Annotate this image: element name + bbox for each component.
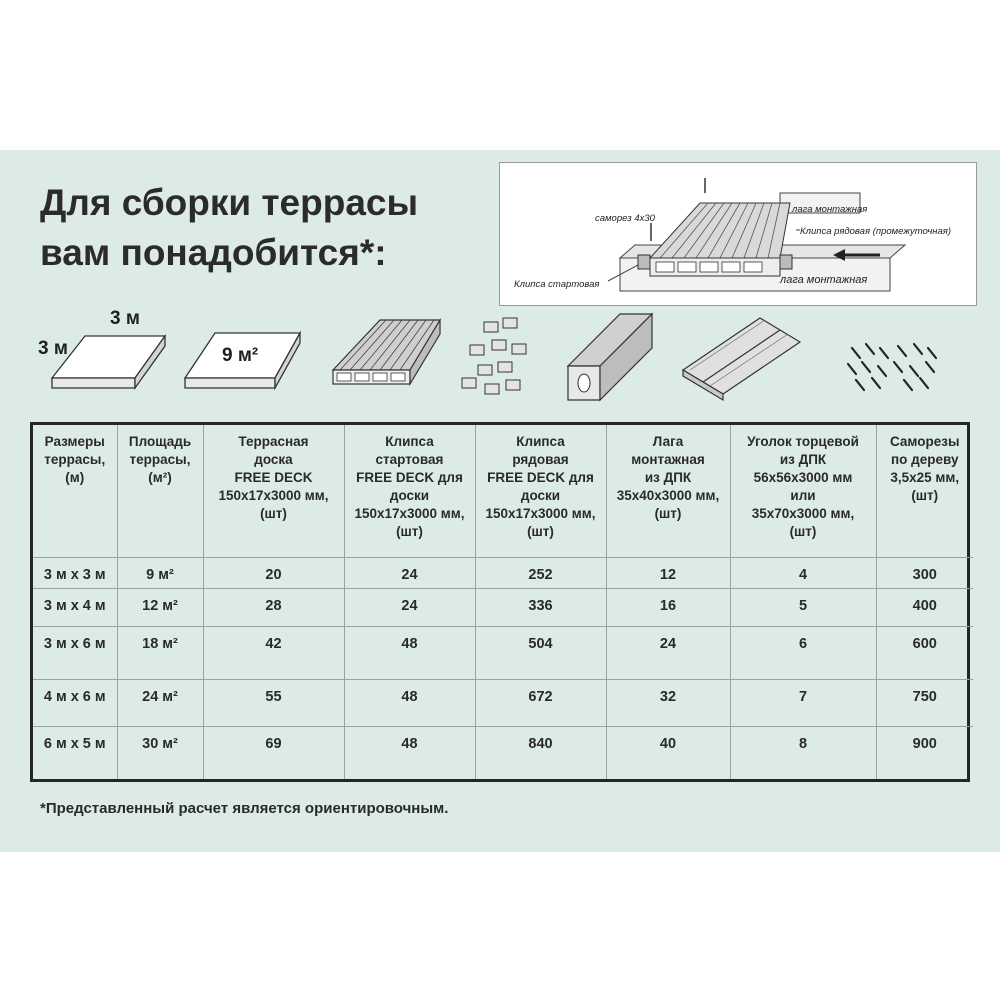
column-header-line: из ДПК	[644, 470, 692, 485]
table-row	[33, 726, 973, 779]
table-cell: 16	[606, 588, 730, 627]
table-cell: 3 м x 4 м	[43, 597, 106, 614]
table-cell: 6	[730, 627, 876, 680]
column-header-line: доски	[520, 488, 561, 503]
column-header-line: стартовая	[375, 452, 444, 467]
table-cell: 5	[730, 588, 876, 627]
column-header	[117, 425, 203, 557]
table-cell: 24	[344, 557, 475, 588]
column-header	[475, 425, 606, 557]
table-cell: 3 м x 6 м	[43, 636, 106, 653]
column-header-line: 35x40x3000 мм,	[616, 488, 720, 503]
table-cell: 55	[203, 680, 344, 727]
table-cell: 504	[475, 627, 606, 680]
column-header-line: (м²)	[148, 470, 172, 485]
column-header-line: Уголок торцевой	[747, 434, 859, 449]
column-header-line: 35x70x3000 мм,	[751, 506, 855, 521]
footnote: *Представленный расчет является ориентировочным.	[40, 800, 449, 817]
column-header-line: Клипса	[385, 434, 434, 449]
column-header-line: 150x17x3000 мм,	[354, 506, 465, 521]
column-header-line: Размеры	[44, 434, 105, 449]
table-cell: 12	[606, 557, 730, 588]
corner-trim-icon	[683, 318, 800, 400]
table-row	[33, 627, 973, 680]
column-header-line: монтажная	[631, 452, 705, 467]
label-screw: саморез 4x30	[595, 213, 655, 224]
table-cell: 20	[203, 557, 344, 588]
label-clip-row: Клипса рядовая (промежуточная)	[800, 226, 952, 237]
column-header	[344, 425, 475, 557]
column-header-line: Площадь	[128, 434, 192, 449]
table-cell: 48	[344, 726, 475, 779]
column-header-line: из ДПК	[779, 452, 827, 467]
table-cell: 48	[344, 627, 475, 680]
label-lag-bottom: лага монтажная	[780, 274, 868, 286]
table-cell: 8	[730, 726, 876, 779]
page-title	[40, 178, 418, 278]
column-header-line: доски	[389, 488, 430, 503]
table-cell: 336	[475, 588, 606, 627]
table-cell: 18 м²	[117, 627, 203, 680]
table-cell: 28	[203, 588, 344, 627]
table-cell: 24	[344, 588, 475, 627]
column-header-line: FREE DECK для	[487, 470, 594, 485]
column-header-line: Лага	[652, 434, 684, 449]
column-header	[606, 425, 730, 557]
table-cell: 12 м²	[117, 588, 203, 627]
table-cell: 7	[730, 680, 876, 727]
table-row	[33, 680, 973, 727]
column-header	[730, 425, 876, 557]
column-header-line: (шт)	[654, 506, 682, 521]
table-row	[33, 588, 973, 627]
title-line-1: Для сборки террасы	[40, 182, 419, 223]
screws-icon	[848, 344, 936, 390]
table-cell: 32	[606, 680, 730, 727]
table-row	[33, 557, 973, 588]
column-header	[876, 425, 973, 557]
table-cell: 24	[606, 627, 730, 680]
materials-table	[30, 422, 970, 782]
table-cell: 4	[730, 557, 876, 588]
table-cell: 40	[606, 726, 730, 779]
area-total-icon	[185, 333, 300, 388]
table-cell: 42	[203, 627, 344, 680]
column-header-line: 3,5x25 мм,	[890, 470, 960, 485]
column-header-line: (шт)	[789, 524, 817, 539]
table-cell: 750	[876, 680, 973, 727]
decking-board-icon	[333, 320, 440, 384]
table-cell: 840	[475, 726, 606, 779]
table-header-row	[33, 425, 973, 557]
column-header-line: 56x56x3000 мм	[753, 470, 853, 485]
column-header-line: Террасная	[238, 434, 309, 449]
title-line-2: вам понадобится*:	[40, 232, 387, 273]
table-cell: 252	[475, 557, 606, 588]
area-icon	[52, 336, 165, 388]
column-header-line: FREE DECK	[234, 470, 313, 485]
area-total-label: 9 м²	[222, 345, 259, 366]
column-header-line: или	[790, 488, 816, 503]
area-side-top-label: 3 м	[110, 308, 140, 329]
column-header-line: по дереву	[891, 452, 959, 467]
table-cell: 600	[876, 627, 973, 680]
column-header-line: террасы,	[129, 452, 191, 467]
table-cell: 6 м x 5 м	[43, 735, 106, 752]
label-clip-start: Клипса стартовая	[514, 279, 600, 290]
table-cell: 672	[475, 680, 606, 727]
column-header-line: рядовая	[512, 452, 569, 467]
column-header-line: 150x17x3000 мм,	[218, 488, 329, 503]
column-header-line: террасы,	[44, 452, 106, 467]
table-cell: 3 м x 3 м	[43, 566, 106, 583]
lag-icon	[568, 314, 652, 400]
column-header-line: FREE DECK для	[356, 470, 463, 485]
table-cell: 300	[876, 557, 973, 588]
area-side-left-label: 3 м	[38, 338, 68, 359]
column-header-line: (шт)	[911, 488, 939, 503]
column-header-line: Клипса	[516, 434, 565, 449]
column-header-line: (шт)	[527, 524, 554, 539]
column-header-line: (шт)	[396, 524, 423, 539]
materials-icons-row	[0, 300, 1000, 420]
table-cell: 69	[203, 726, 344, 779]
column-header	[33, 425, 117, 557]
table-cell: 48	[344, 680, 475, 727]
table-cell: 400	[876, 588, 973, 627]
clips-icon	[462, 318, 526, 394]
table-cell: 24 м²	[117, 680, 203, 727]
column-header-line: (шт)	[260, 506, 287, 521]
column-header-line: Саморезы	[890, 434, 960, 449]
column-header-line: (м)	[65, 470, 85, 485]
label-lag-top: лага монтажная	[792, 204, 868, 215]
table-cell: 4 м x 6 м	[43, 689, 106, 706]
table-cell: 900	[876, 726, 973, 779]
installation-diagram	[499, 162, 977, 306]
column-header-line: 150x17x3000 мм,	[485, 506, 596, 521]
column-header	[203, 425, 344, 557]
column-header-line: доска	[254, 452, 293, 467]
table-cell: 30 м²	[117, 726, 203, 779]
table-cell: 9 м²	[117, 557, 203, 588]
